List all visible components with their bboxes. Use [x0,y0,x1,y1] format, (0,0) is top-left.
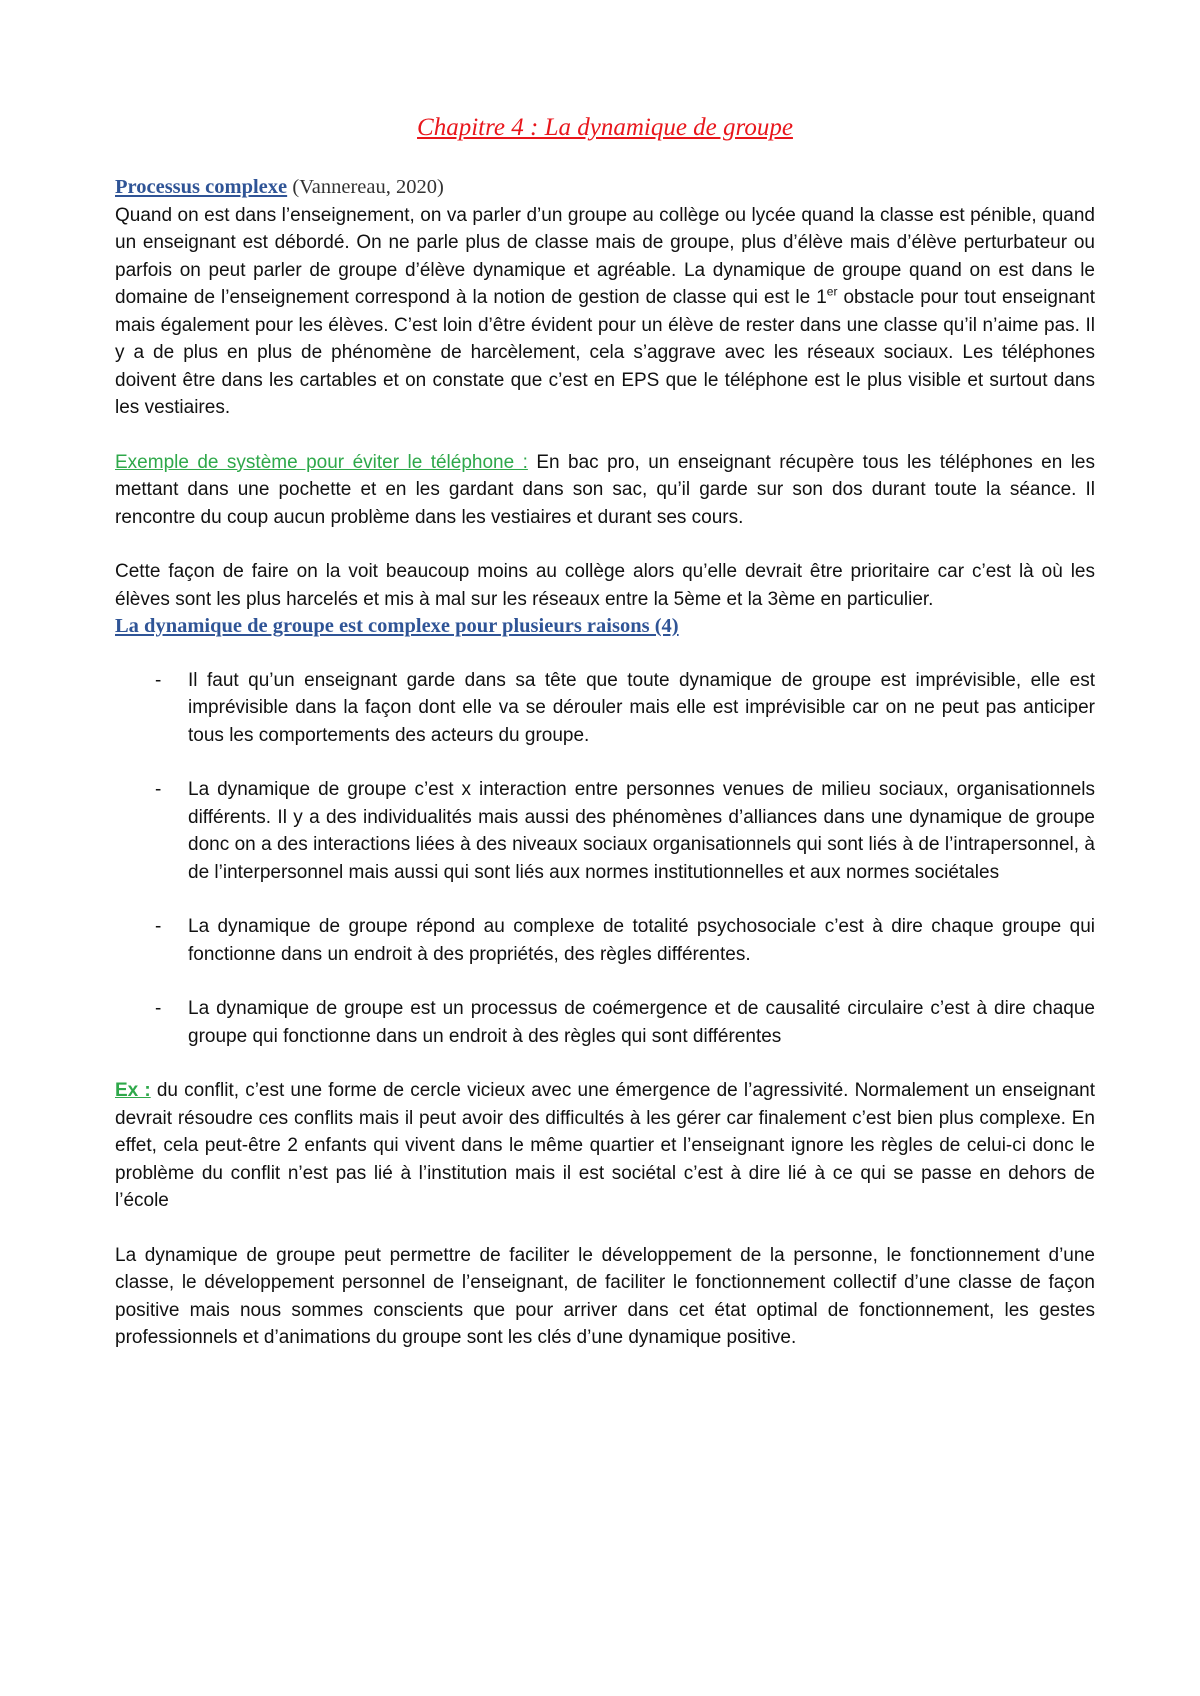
list-item [115,776,1095,886]
intro-text-before: Quand on est dans l’enseignement, on va parler d’un groupe au collège ou lycée quand la classe est pénible, quand un enseignant est débordé. On ne parle plus de classe mais de groupe, plus d’élève mais d’élève perturbateur ou parfois on peut parler de groupe d’élève dynamique et agréable. La dynamique de groupe quand on est dans le domaine de l’enseignement correspond à la notion de gestion de classe qui est le 1 [115,204,1095,308]
dash-bullet: - [155,998,162,1019]
list-item [115,913,1095,968]
ex-label: Ex : [115,1080,151,1101]
ex-paragraph [115,1077,1095,1215]
page-title: Chapitre 4 : La dynamique de groupe [417,114,793,141]
example-phone-text: En bac pro, un enseignant récupère tous les téléphones en les mettant dans une pochette et en les gardant dans son sac, qu’il garde sur son dos durant toute la séance. Il rencontre du coup aucun problème dans les vestiaires et durant ses cours. [115,451,1095,528]
list-item [115,667,1095,750]
intro-heading: Processus complexe [115,176,288,198]
intro-citation: (Vannereau, 2020) [292,176,444,198]
list-item-text: La dynamique de groupe répond au complexe de totalité psychosociale c’est à dire chaque groupe qui fonctionne dans un endroit à des propriétés, des règles différentes. [188,916,1095,965]
list-item-text: La dynamique de groupe c’est x interaction entre personnes venues de milieu sociaux, organisationnels différents. Il y a des individualités mais aussi des phénomènes d’alliances dans une dynamique de groupe donc on a des interactions liées à des niveaux sociaux organisationnels qui sont liés à de l’intrapersonnel, à de l’interpersonnel mais aussi qui sont liés aux normes institutionnelles et aux normes sociétales [188,779,1095,883]
example-phone-paragraph [115,449,1095,532]
intro-superscript: er [826,284,838,299]
ex-text: du conflit, c’est une forme de cercle vicieux avec une émergence de l’agressivité. Normalement un enseignant devrait résoudre ces conflits mais il peut avoir des difficultés à les gérer car finalement c’est bien plus complexe. En effet, cela peut-être 2 enfants qui vivent dans le même quartier et l’enseignant ignore les règles de celui-ci donc le problème du conflit n’est pas lié à l’institution mais il est sociétal c’est à dire lié à ce qui se passe en dehors de l’école [115,1080,1095,1211]
intro-paragraph [115,174,1095,422]
dash-bullet: - [155,916,162,937]
list-item-text: Il faut qu’un enseignant garde dans sa tête que toute dynamique de groupe est imprévisible, elle est imprévisible dans la façon dont elle va se dérouler mais elle est imprévisible car on ne peut pas anticiper tous les comportements des acteurs du groupe. [188,669,1095,746]
dash-bullet: - [155,779,162,800]
dash-bullet: - [155,669,162,691]
list-item [115,995,1095,1050]
conclusion-paragraph: La dynamique de groupe peut permettre de faciliter le développement de la personne, le fonctionnement d’une classe, le développement personnel de l’enseignant, de faciliter le fonctionnement collectif d’une classe de façon positive mais nous sommes conscients que pour arriver dans cet état optimal de fonctionnement, les gestes professionnels et d’animations du groupe sont les clés d’une dynamique positive. [115,1244,1095,1348]
list-item-text: La dynamique de groupe est un processus de coémergence et de causalité circulaire c’est à dire chaque groupe qui fonctionne dans un endroit à des règles qui sont différentes [188,998,1095,1047]
college-paragraph: Cette façon de faire on la voit beaucoup moins au collège alors qu’elle devrait être prioritaire car c’est là où les élèves sont les plus harcelés et mis à mal sur les réseaux entre la 5ème et la 3ème en particulier. [115,561,1095,610]
example-phone-label: Exemple de système pour éviter le téléphone : [115,451,528,473]
section-heading: La dynamique de groupe est complexe pour plusieurs raisons (4) [115,615,679,637]
intro-text-after: obstacle pour tout enseignant mais également pour les élèves. C’est loin d’être évident pour un élève de rester dans une classe qu’il n’aime pas. Il y a de plus en plus de phénomène de harcèlement, cela s’aggrave avec les réseaux sociaux. Les téléphones doivent être dans les cartables et on constate que c’est en EPS que le téléphone est le plus visible et surtout dans les vestiaires. [115,287,1095,418]
reasons-list [115,667,1095,1051]
